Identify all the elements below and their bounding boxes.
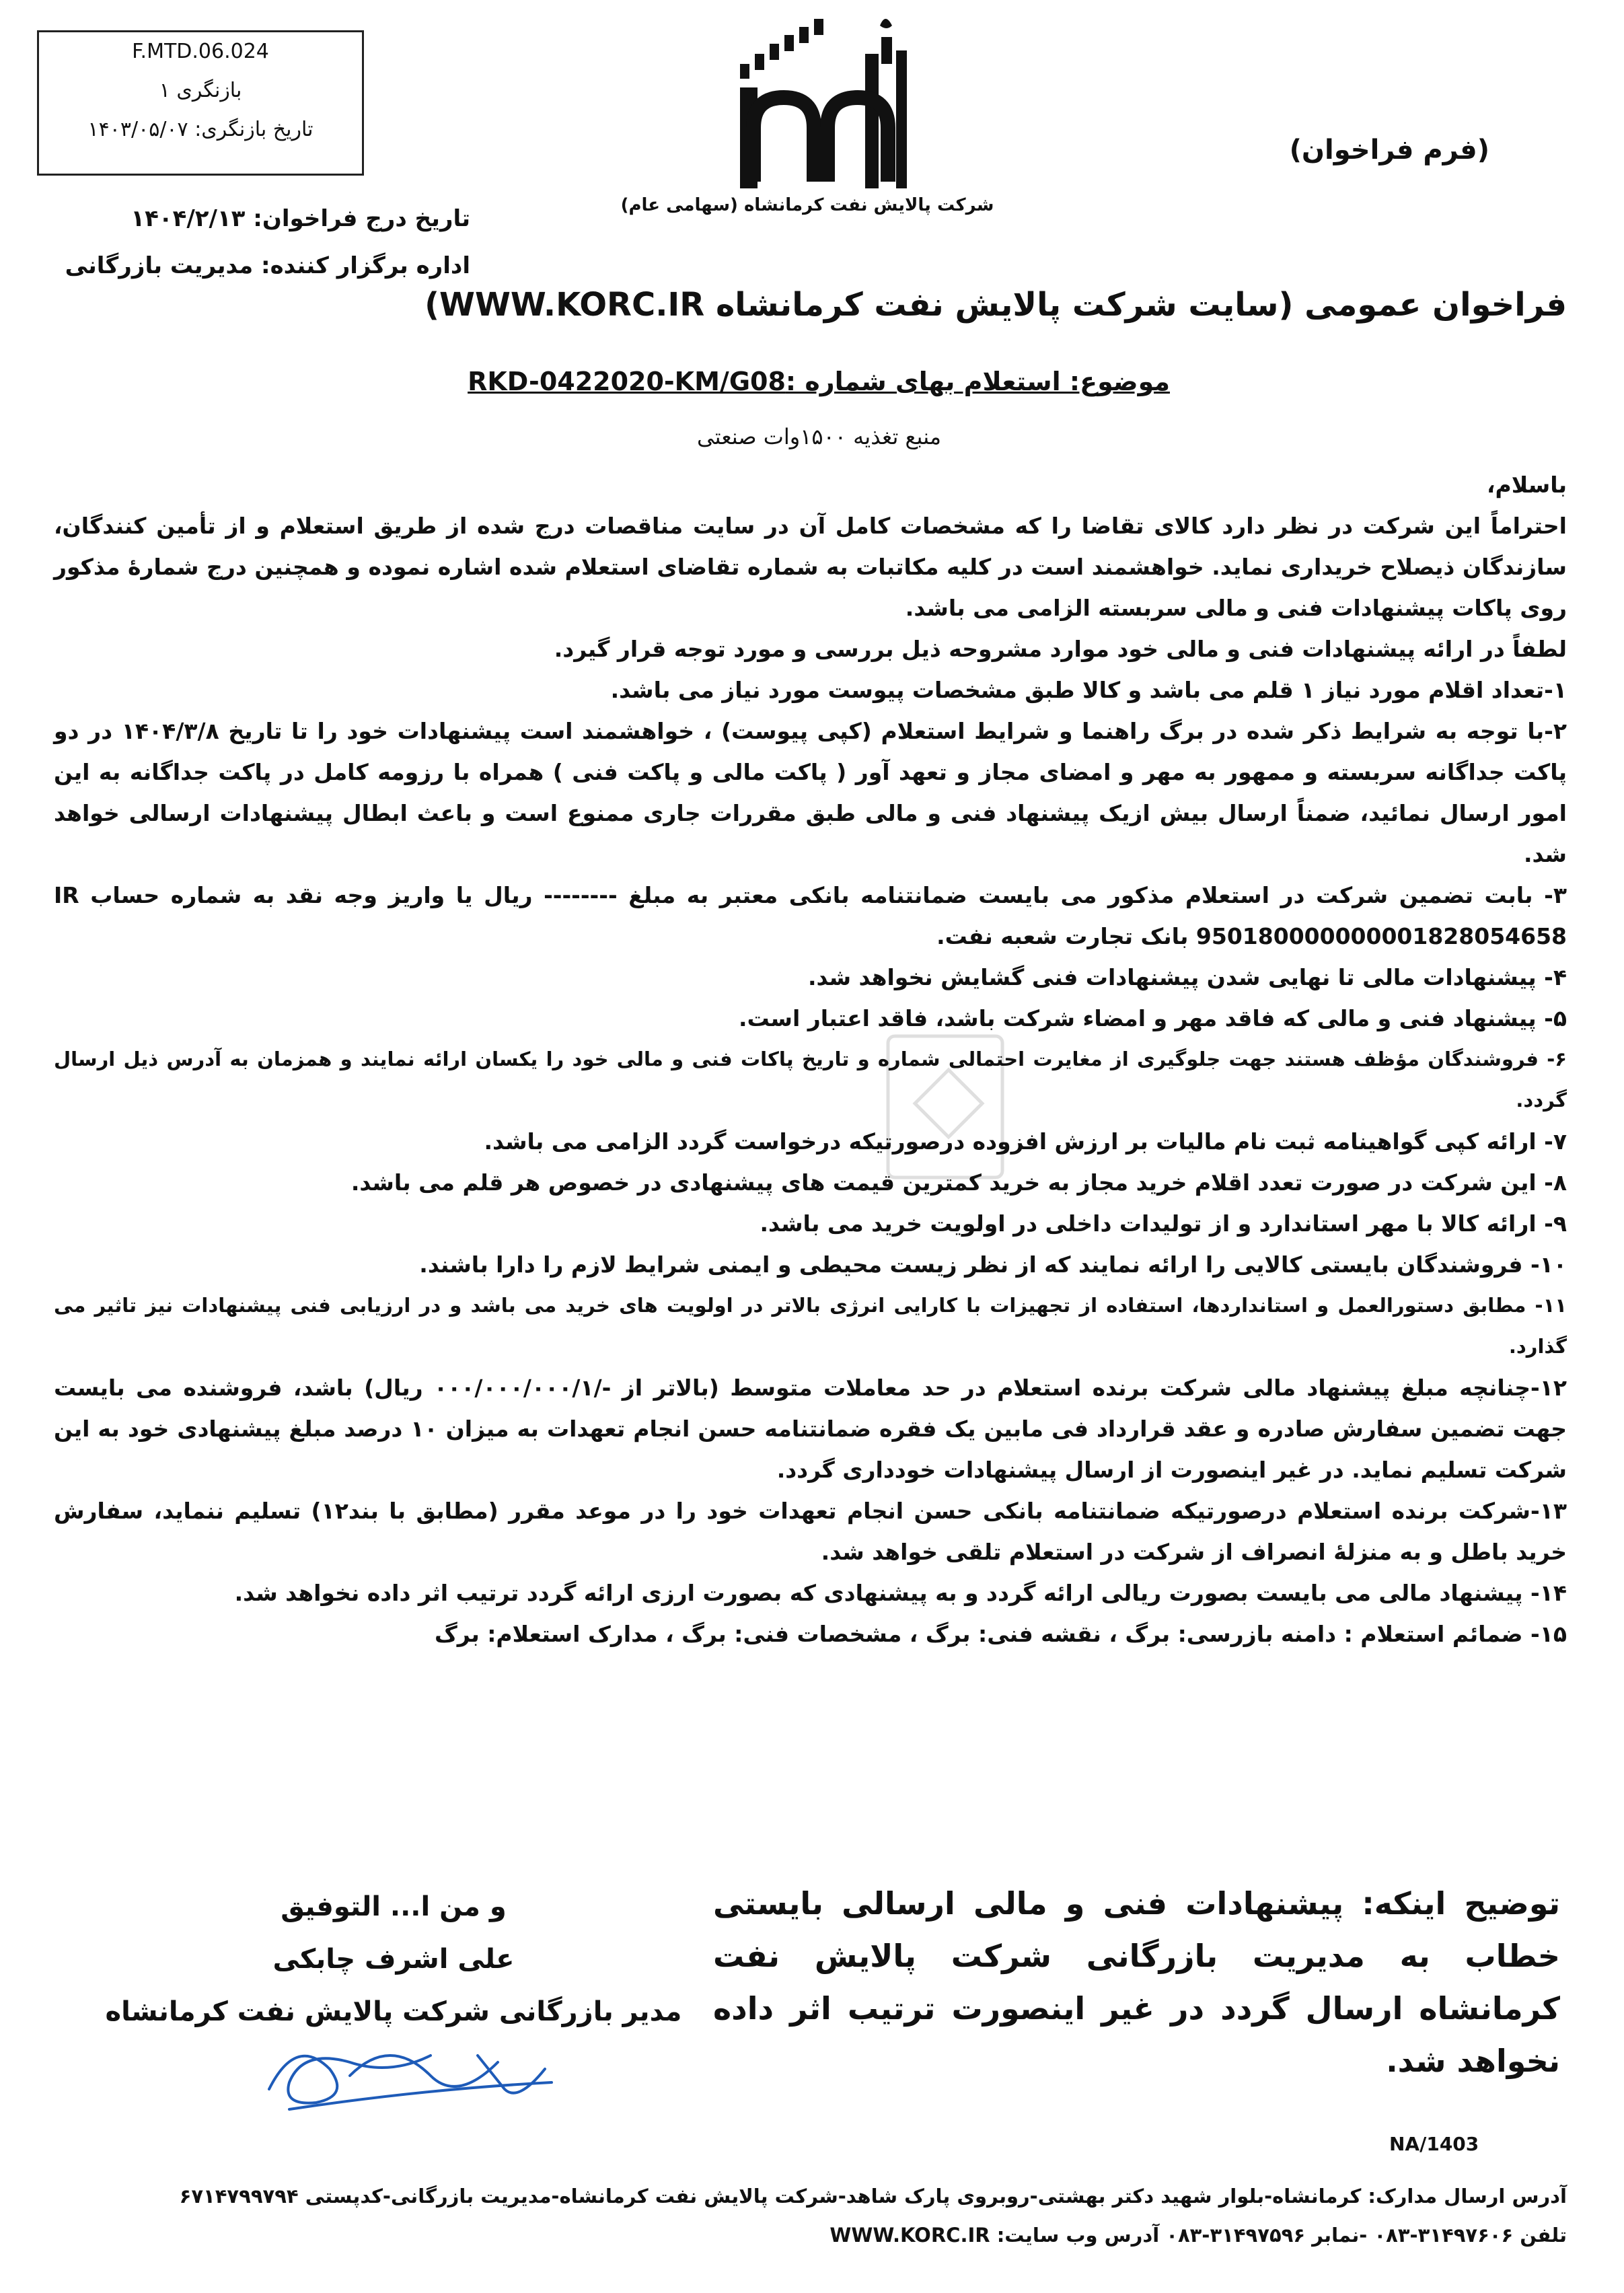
- item-14: ۱۴- پیشنهاد مالی می بایست بصورت ریالی ارائه گردد و به پیشنهادی که بصورت ارزی ارائه گردد ترتیب اثر داده نخواهد شد.: [234, 1580, 1567, 1606]
- footer-contact: تلفن ۳۱۴۹۷۶۰۶-۰۸۳ -نمابر ۳۱۴۹۷۵۹۶-۰۸۳ آدرس وب سایت: WWW.KORC.IR: [829, 2224, 1567, 2247]
- lead-paragraph: لطفاً در ارائه پیشنهادات فنی و مالی خود موارد مشروحه ذیل بررسی و مورد توجه قرار گیرد.: [554, 636, 1567, 662]
- item-11: ۱۱- مطابق دستورالعمل و استانداردها، استفاده از تجهیزات با کارایی انرژی بالاتر در اولویت های خرید می باشد و در ارزیابی فنی پیشنهادات نیز تاثیر می گذارد.: [54, 1294, 1567, 1358]
- item-10: ۱۰- فروشندگان بایستی کالایی را ارائه نمایند که از نظر زیست محیطی و ایمنی شرایط لازم را دارا باشند.: [419, 1251, 1567, 1278]
- footer: [47, 2177, 1567, 2255]
- closing-phrase: و من ا... التوفیق: [281, 1891, 507, 1922]
- subject-line: موضوع: استعلام بهای شماره :RKD-0422020-KM/G08: [468, 367, 1170, 396]
- page-title: فراخوان عمومی (سایت شرکت پالایش نفت کرمانشاه WWW.KORC.IR): [425, 286, 1567, 324]
- organizing-unit: اداره برگزار کننده: مدیریت بازرگانی: [65, 252, 470, 279]
- document-body: [54, 464, 1567, 1654]
- item-6: ۶- فروشندگان مؤظف هستند جهت جلوگیری از مغایرت احتمالی شماره و تاریخ پاکات فنی و مالی خود را یکسان ارائه نمایند و همزمان به آدرس ذیل ارسال گردد.: [54, 1048, 1567, 1112]
- reference-code: NA/1403: [1389, 2133, 1479, 2155]
- signatory-name: علی اشرف چابکی: [272, 1944, 515, 1975]
- item-7: ۷- ارائه کپی گواهینامه ثبت نام مالیات بر ارزش افزوده درصورتیکه درخواست گردد الزامی می باشد.: [484, 1128, 1567, 1155]
- form-revision-date: تاریخ بازنگری: ۱۴۰۳/۰۵/۰۷: [87, 118, 313, 141]
- form-code: F.MTD.06.024: [132, 40, 269, 63]
- company-name-under-logo: شرکت پالایش نفت کرمانشاه (سهامی عام): [620, 195, 994, 215]
- item-9: ۹- ارائه کالا با مهر استاندارد و از تولیدات داخلی در اولویت خرید می باشد.: [760, 1210, 1567, 1237]
- item-15: ۱۵- ضمائم استعلام : دامنه بازرسی: برگ ، نقشه فنی: برگ ، مشخصات فنی: برگ ، مدارک استعلام: برگ: [435, 1621, 1567, 1647]
- form-revision: بازنگری ۱: [159, 79, 242, 102]
- item-1: ۱-تعداد اقلام مورد نیاز ۱ قلم می باشد و کالا طبق مشخصات پیوست مورد نیاز می باشد.: [610, 677, 1567, 703]
- handwritten-signature: [249, 2029, 585, 2123]
- signatory-position: مدیر بازرگانی شرکت پالایش نفت کرمانشاه: [105, 1996, 682, 2027]
- company-logo: [713, 13, 928, 195]
- closing-note: توضیح اینکه: پیشنهادات فنی و مالی ارسالی بایستی خطاب به مدیریت بازرگانی شرکت پالایش نفت کرمانشاه ارسال گردد در غیر اینصورت ترتیب اثر داده نخواهد شد.: [713, 1885, 1560, 2079]
- item-4: ۴- پیشنهادات مالی تا نهایی شدن پیشنهادات فنی گشایش نخواهد شد.: [808, 964, 1567, 990]
- item-13: ۱۳-شرکت برنده استعلام درصورتیکه ضمانتنامه بانکی حسن انجام تعهدات خود را در موعد مقرر (مطابق با بند۱۲) تسلیم ننماید، سفارش خرید باطل و به منزلهٔ انصراف از شرکت در استعلام تلقی خواهد شد.: [54, 1498, 1567, 1565]
- signature-block: [101, 1881, 686, 2038]
- subject-subtitle: منبع تغذیه ۱۵۰۰وات صنعتی: [696, 424, 941, 449]
- item-3: ۳- بابت تضمین شرکت در استعلام مذکور می بایست ضمانتنامه بانکی معتبر به مبلغ -------- ریال یا واریز وجه نقد به شماره حساب IR 950180000000001828054658 بانک تجارت شعبه نفت.: [54, 882, 1567, 949]
- form-code-box: [37, 30, 364, 176]
- greeting: باسلام،: [1486, 472, 1567, 498]
- issue-date: تاریخ درج فراخوان: ۱۴۰۴/۲/۱۳: [131, 205, 470, 232]
- item-8: ۸- این شرکت در صورت تعدد اقلام خرید مجاز به خرید کمترین قیمت های پیشنهادی در خصوص هر قلم می باشد.: [350, 1169, 1567, 1196]
- footer-address: آدرس ارسال مدارک: کرمانشاه-بلوار شهید دکتر بهشتی-روبروی پارک شاهد-شرکت پالایش نفت کرمانشاه-مدیریت بازرگانی-کدپستی ۶۷۱۴۷۹۹۷۹۴: [179, 2185, 1567, 2208]
- form-type-label: (فرم فراخوان): [1289, 135, 1489, 166]
- intro-paragraph: احتراماً این شرکت در نظر دارد کالای تقاضا را که مشخصات کامل آن در سایت مناقصات درج شده از طریق استعلام و از تأمین کنندگان، سازندگان ذیصلاح خریداری نماید. خواهشمند است در کلیه مکاتبات به شماره تقاضای استعلام شده اشاره نموده و همچنین درج شمارهٔ مذکور روی پاکات پیشنهادات فنی و مالی سربسته الزامی می باشد.: [54, 513, 1567, 621]
- item-5: ۵- پیشنهاد فنی و مالی که فاقد مهر و امضاء شرکت باشد، فاقد اعتبار است.: [739, 1005, 1567, 1031]
- item-12: ۱۲-چنانچه مبلغ پیشنهاد مالی شرکت برنده استعلام در حد معاملات متوسط (بالاتر از -/۰۰۰/۰۰۰/۰۰۰/۱ ریال) باشد، فروشنده می بایست جهت تضمین سفارش صادره و عقد قرارداد فی مابین یک فقره ضمانتنامه حسن انجام تعهدات به میزان ۱۰ درصد مبلغ پیشنهادی خود به این شرکت تسلیم نماید. در غیر اینصورت از ارسال پیشنهادات خودداری گردد.: [54, 1375, 1567, 1483]
- item-2: ۲-با توجه به شرایط ذکر شده در برگ راهنما و شرایط استعلام (کپی پیوست) ، خواهشمند است پیشنهادات خود را تا تاریخ ۱۴۰۴/۳/۸ در دو پاکت جداگانه سربسته و ممهور به مهر و امضای مجاز و تعهد آور ( پاکت مالی و پاکت فنی ) همراه با رزومه کامل در پاکت جداگانه به این امور ارسال نمائید، ضمناً ارسال بیش ازیک پیشنهاد فنی و مالی طبق مقررات جاری ممنوع است و باعث ابطال پیشنهادات ارسالی خواهد شد.: [54, 718, 1567, 867]
